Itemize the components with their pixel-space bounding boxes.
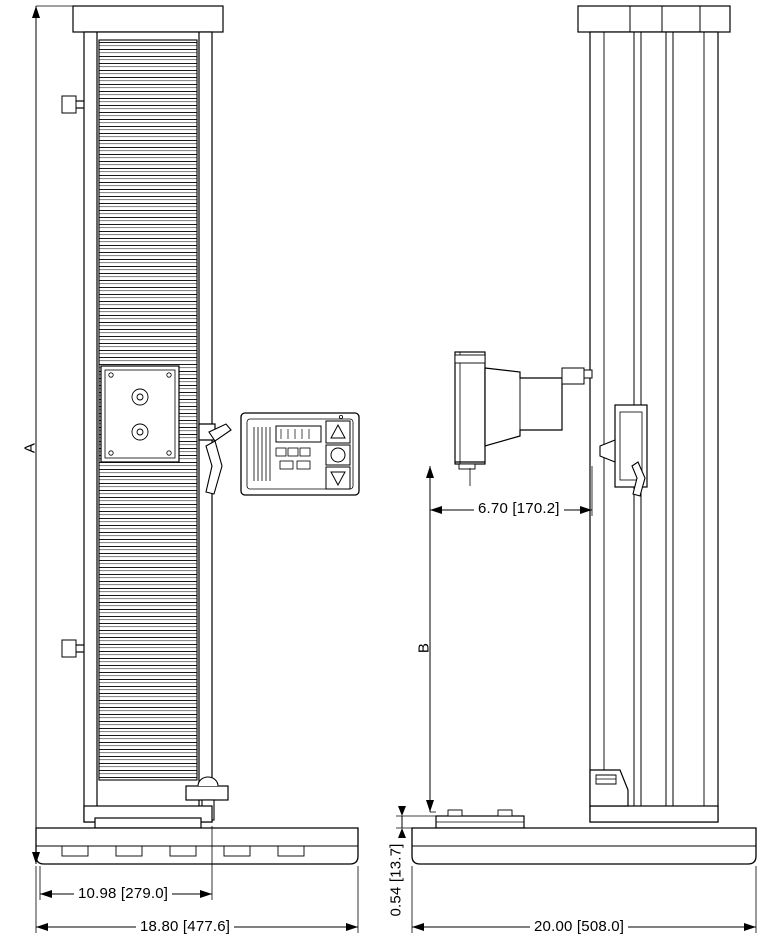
front-view-geometry <box>36 6 756 864</box>
dimension-label-base-depth: 20.00 [508.0] <box>530 918 628 935</box>
dimension-label-base-plate-thickness: 0.54 [13.7] <box>387 843 405 917</box>
dimension-label-overall-height: A <box>21 442 39 454</box>
dimension-label-travel-height: B <box>415 642 433 654</box>
dimension-label-column-width: 10.98 [279.0] <box>74 885 172 902</box>
dimension-label-head-offset: 6.70 [170.2] <box>474 500 564 517</box>
dimension-label-base-width: 18.80 [477.6] <box>136 918 234 935</box>
